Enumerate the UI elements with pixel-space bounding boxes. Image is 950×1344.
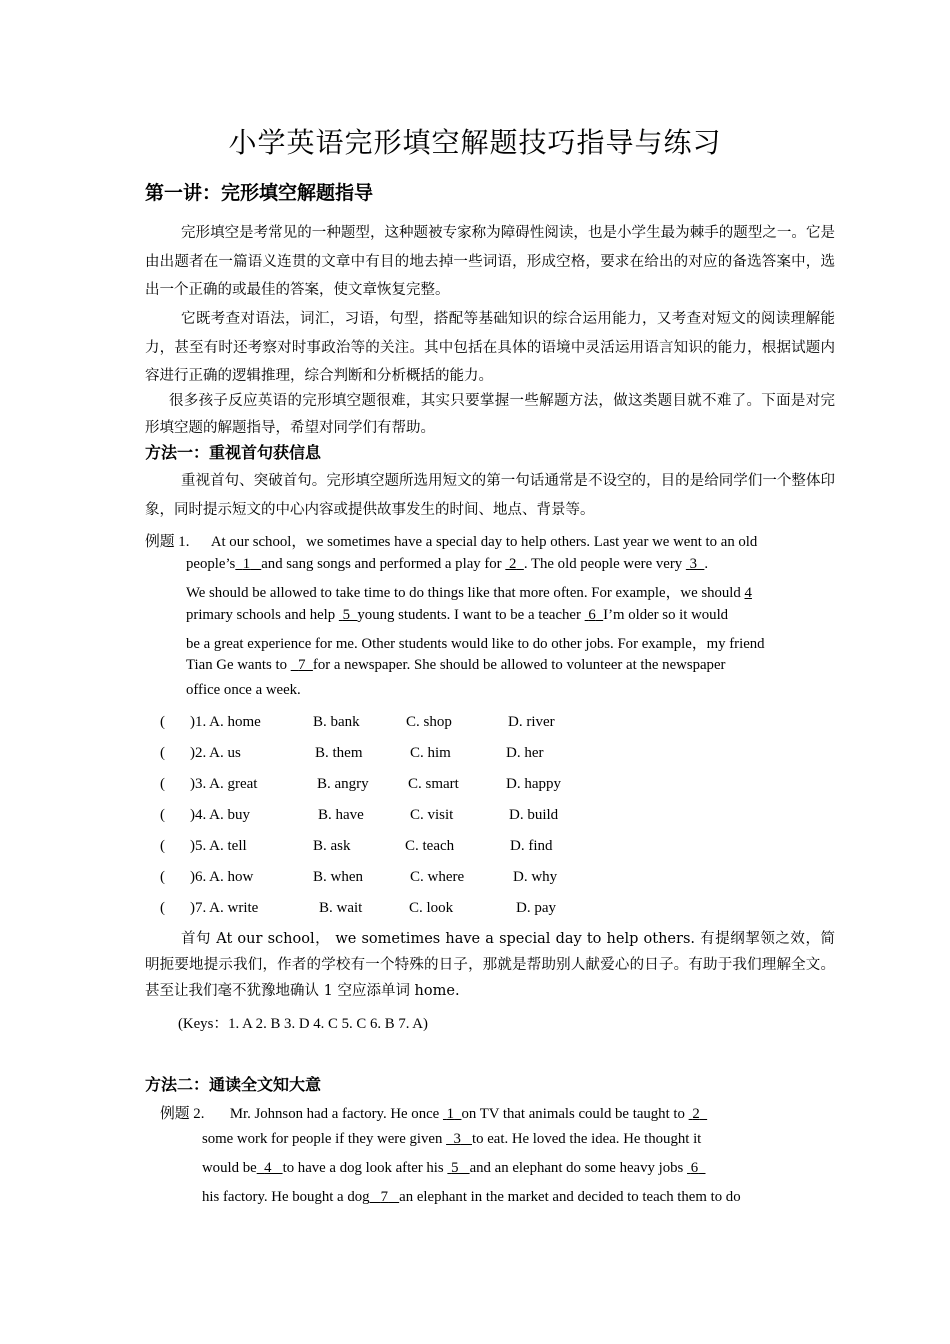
example1-text: . bbox=[704, 556, 709, 572]
option-a: )3. A. great bbox=[190, 776, 258, 792]
intro-paragraph-2: 它既考查对语法，词汇，习语，句型，搭配等基础知识的综合运用能力，又考查对短文的阅读理解能力，甚至有时还考察对时事政治等的关注。其中包括在具体的语境中灵活运用语言知识的能力，根据试题内容进行正确的逻辑推理，综合判断和分析概括的能力。 bbox=[145, 311, 835, 384]
example2-text: an elephant in the market and decided to teach them to do bbox=[399, 1189, 741, 1205]
answer-paren[interactable]: ( bbox=[160, 838, 165, 854]
option-a: )1. A. home bbox=[190, 714, 261, 730]
blank-3: 3 bbox=[453, 1131, 461, 1147]
option-a: )5. A. tell bbox=[190, 838, 247, 854]
option-c: C. teach bbox=[405, 838, 455, 854]
answer-paren[interactable]: ( bbox=[160, 745, 165, 761]
answer-paren[interactable]: ( bbox=[160, 869, 165, 885]
example2-label: 例题 2. bbox=[160, 1106, 205, 1122]
option-d: D. build bbox=[509, 807, 559, 823]
option-d: D. river bbox=[508, 714, 555, 730]
blank-4: 4 bbox=[744, 585, 752, 601]
option-d: D. her bbox=[506, 745, 544, 761]
example1-text: people’s bbox=[186, 556, 236, 572]
lecture-heading: 第一讲：完形填空解题指导 bbox=[145, 182, 374, 204]
intro-paragraph-1: 完形填空是考常见的一种题型，这种题被专家称为障碍性阅读，也是小学生最为棘手的题型之一。它是由出题者在一篇语义连贯的文章中有目的地去掉一些词语，形成空格，要求在给出的对应的备选答案中，选出一个正确的或最佳的答案，使文章恢复完整。 bbox=[145, 225, 835, 298]
intro-paragraph-3: 很多孩子反应英语的完形填空题很难，其实只要掌握一些解题方法，做这类题目就不难了。下面是对完形填空题的解题指导，希望对同学们有帮助。 bbox=[145, 393, 835, 436]
option-b: B. ask bbox=[313, 838, 351, 854]
option-b: B. bank bbox=[313, 714, 360, 730]
option-d: D. find bbox=[510, 838, 553, 854]
option-a: )6. A. how bbox=[190, 869, 254, 885]
blank-3: 3 bbox=[689, 556, 697, 572]
blank-2: 2 bbox=[692, 1106, 700, 1122]
option-c: C. visit bbox=[410, 807, 454, 823]
option-c: C. him bbox=[410, 745, 451, 761]
option-c: C. where bbox=[410, 869, 465, 885]
option-a: )7. A. write bbox=[190, 900, 259, 916]
method1-heading: 方法一：重视首句获信息 bbox=[145, 443, 322, 462]
example1-line-7: office once a week. bbox=[186, 682, 301, 698]
example1-text: and sang songs and performed a play for bbox=[261, 556, 502, 572]
blank-4: 4 bbox=[264, 1160, 272, 1176]
answer-paren[interactable]: ( bbox=[160, 807, 165, 823]
example1-text: Tian Ge wants to bbox=[186, 657, 287, 673]
example1-text: for a newspaper. She should be allowed to volunteer at the newspaper bbox=[312, 657, 726, 673]
option-c: C. smart bbox=[408, 776, 459, 792]
blank-6: 6 bbox=[690, 1160, 699, 1176]
example2-text: to eat. He loved the idea. He thought it bbox=[472, 1131, 702, 1147]
example1-text: . The old people were very bbox=[523, 556, 683, 572]
answer-keys: (Keys：1. A 2. B 3. D 4. C 5. C 6. B 7. A) bbox=[178, 1016, 428, 1032]
answer-paren[interactable]: ( bbox=[160, 900, 165, 916]
example1-text: primary schools and help bbox=[186, 607, 336, 623]
example1-label: 例题 1. bbox=[145, 534, 190, 550]
example1-text: We should be allowed to take time to do things like that more often. For example，we should bbox=[186, 585, 741, 601]
option-a: )2. A. us bbox=[190, 745, 241, 761]
option-d: D. why bbox=[513, 869, 558, 885]
blank-2: 2 bbox=[509, 556, 517, 572]
example2-text: to have a dog look after his bbox=[282, 1160, 444, 1176]
method1-paragraph: 重视首句、突破首句。完形填空题所选用短文的第一句话通常是不设空的，目的是给同学们一个整体印象，同时提示短文的中心内容或提供故事发生的时间、地点、背景等。 bbox=[145, 473, 835, 518]
option-b: B. them bbox=[315, 745, 363, 761]
example1-text: I’m older so it would bbox=[603, 607, 729, 623]
blank-5: 5 bbox=[342, 607, 350, 623]
option-b: B. angry bbox=[317, 776, 369, 792]
page-title: 小学英语完形填空解题技巧指导与练习 bbox=[228, 126, 722, 159]
example1-text: young students. I want to be a teacher bbox=[357, 607, 581, 623]
blank-7: 7 bbox=[380, 1189, 389, 1205]
blank-1: 1 bbox=[446, 1106, 455, 1122]
option-c: C. look bbox=[409, 900, 454, 916]
example2-text: Mr. Johnson had a factory. He once bbox=[229, 1106, 440, 1122]
example2-text: and an elephant do some heavy jobs bbox=[469, 1160, 684, 1176]
blank-7: 7 bbox=[298, 657, 306, 673]
example2-text: on TV that animals could be taught to bbox=[461, 1106, 685, 1122]
option-d: D. pay bbox=[516, 900, 556, 916]
option-a: )4. A. buy bbox=[190, 807, 250, 823]
answer-paren[interactable]: ( bbox=[160, 714, 165, 730]
analysis-paragraph: 首句 At our school， we sometimes have a special day to help others. 有提纲挈领之效，简明扼要地提示我们，作者的学校有一个特殊的日子，那就是帮助别人献爱心的日子。有助于我们理解全文。甚至让我们毫不犹豫地确认 1 空应添单词 home. bbox=[145, 931, 835, 999]
blank-6: 6 bbox=[588, 607, 596, 623]
blank-1: 1 bbox=[242, 556, 251, 572]
answer-paren[interactable]: ( bbox=[160, 776, 165, 792]
example2-text: would be bbox=[202, 1160, 257, 1176]
blank-5: 5 bbox=[451, 1160, 459, 1176]
example1-line-1: At our school，we sometimes have a special day to help others. Last year we went to an old bbox=[210, 534, 758, 550]
option-c: C. shop bbox=[406, 714, 452, 730]
example2-text: some work for people if they were given bbox=[202, 1131, 443, 1147]
option-b: B. have bbox=[318, 807, 364, 823]
method2-heading: 方法二：通读全文知大意 bbox=[145, 1075, 322, 1094]
option-b: B. when bbox=[313, 869, 363, 885]
option-d: D. happy bbox=[506, 776, 561, 792]
option-b: B. wait bbox=[319, 900, 363, 916]
example2-text: his factory. He bought a dog bbox=[202, 1189, 370, 1205]
example1-line-5: be a great experience for me. Other students would like to do other jobs. For example，my friend bbox=[186, 636, 765, 652]
